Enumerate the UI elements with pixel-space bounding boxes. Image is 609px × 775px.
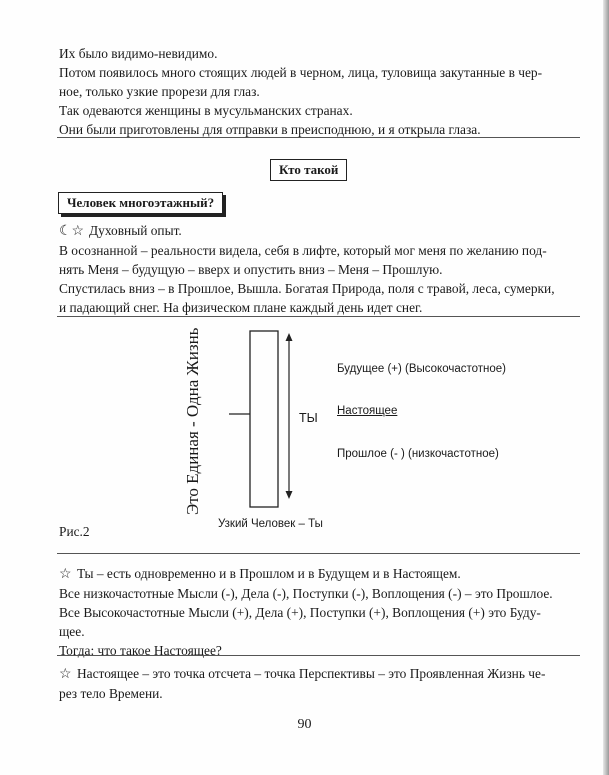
star-icon: ☆ <box>59 667 72 682</box>
star-icon: ☆ <box>59 567 72 582</box>
page-number: 90 <box>297 717 312 732</box>
section-divider <box>57 655 580 656</box>
text-line: Все Высокочастотные Мысли (+), Дела (+), Поступки (+), Воплощения (+) это Буду- <box>59 605 541 620</box>
text-line: Потом появилось много стоящих людей в черном, лица, туловища закутанные в чер- <box>59 65 543 80</box>
text-line: нять Меня – будущую – вверх и опустить вниз – Меня – Прошлую. <box>59 262 443 277</box>
text-line: рез тело Времени. <box>59 686 163 701</box>
section-present-past-future <box>59 564 579 660</box>
spiritual-label: Духовный опыт. <box>89 223 182 238</box>
bottom-label: Узкий Человек – Ты <box>218 518 323 530</box>
text-line: Ты – есть одновременно и в Прошлом и в Будущем и в Настоящем. <box>77 566 461 581</box>
text-line: Их было видимо-невидимо. <box>59 46 218 61</box>
text-line: Они были приготовлены для отправки в преисподнюю, и я открыла глаза. <box>59 122 481 137</box>
future-label: Будущее (+) (Высокочастотное) <box>337 363 507 375</box>
section-divider <box>57 553 580 554</box>
moon-star-icon: ☾☆ <box>59 224 85 239</box>
text-line: ное, только узкие прорези для глаз. <box>59 84 260 99</box>
text-line: Спустилась вниз – в Прошлое, Вышла. Богатая Природа, поля с травой, леса, сумерки, <box>59 281 555 296</box>
text-line: и падающий снег. На физическом плане каждый день идет снег. <box>59 300 423 315</box>
you-label: ТЫ <box>299 411 318 425</box>
text-line: Тогда: что такое Настоящее? <box>59 643 222 658</box>
text-line: Настоящее – это точка отсчета – точка Перспективы – это Проявленная Жизнь че- <box>77 666 546 681</box>
figure-label: Рис.2 <box>59 524 90 539</box>
vertical-caption: Это Единая - Одна Жизнь <box>183 327 202 515</box>
past-label: Прошлое (- ) (низкочастотное) <box>337 448 499 460</box>
heading-box: Кто такой <box>270 159 347 181</box>
lift-shaft <box>250 331 278 507</box>
present-label: Настоящее <box>337 405 398 417</box>
text-line: щее. <box>59 624 85 639</box>
arrow-up-icon <box>286 333 293 341</box>
text-line: В осознанной – реальности видела, себя в лифте, который мог меня по желанию под- <box>59 243 547 258</box>
section-present-definition <box>59 664 579 703</box>
text-line: Так одеваются женщины в мусульманских странах. <box>59 103 353 118</box>
subheading-box: Человек многоэтажный? <box>58 192 223 214</box>
arrow-down-icon <box>286 491 293 499</box>
text-line: Все низкочастотные Мысли (-), Дела (-), Поступки (-), Воплощения (-) – это Прошлое. <box>59 586 553 601</box>
